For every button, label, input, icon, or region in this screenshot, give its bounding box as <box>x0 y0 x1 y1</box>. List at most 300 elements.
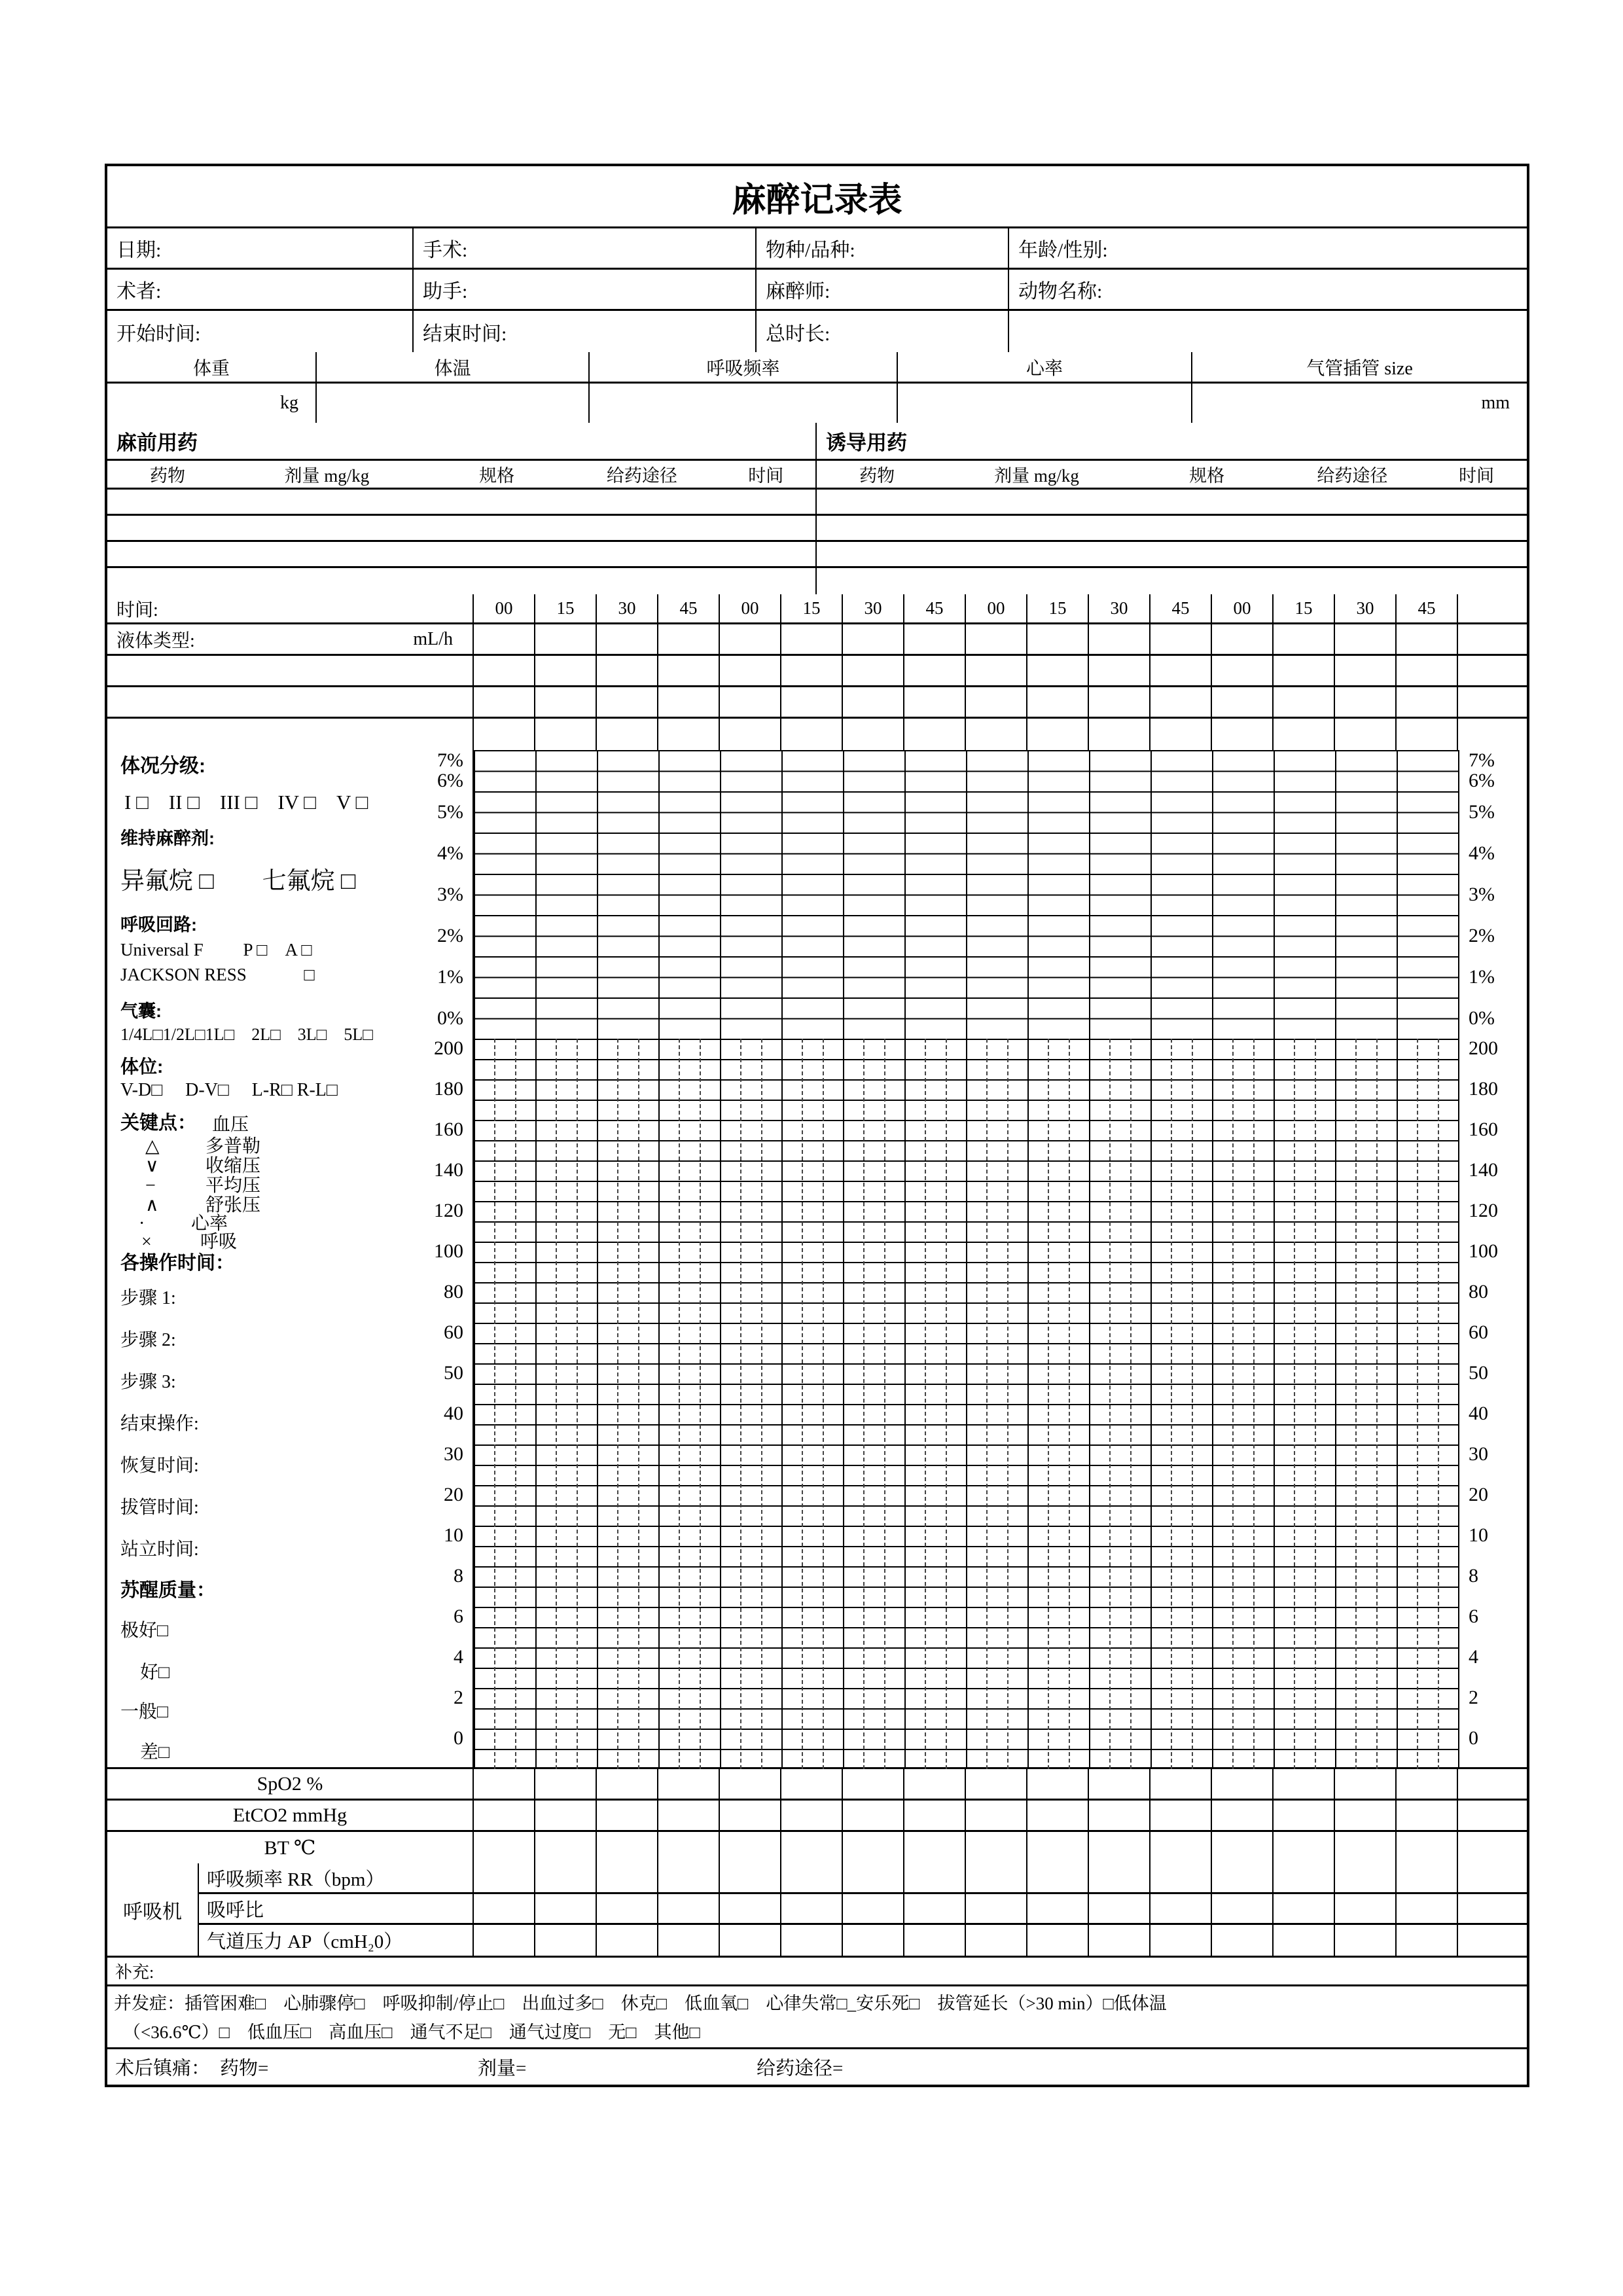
drug-column-header: 剂量 mg/kg <box>994 466 1079 486</box>
sidebar-text: 平均压 <box>205 1175 261 1196</box>
vitals-scale-label: 50 <box>1469 1362 1488 1384</box>
monitor-cell <box>1397 1832 1458 1863</box>
sidebar-text: 苏醒质量： <box>120 1580 216 1601</box>
sidebar-text: − <box>145 1175 156 1196</box>
five-min-dash-line <box>863 1039 865 1769</box>
vitals-scale-label: 4 <box>1469 1646 1478 1668</box>
ventilator-cell <box>720 1925 781 1956</box>
empty-cell <box>904 719 966 750</box>
drug-entry-row <box>107 490 1527 516</box>
monitor-cell <box>474 1769 535 1799</box>
monitor-cell <box>1274 1801 1335 1830</box>
empty-cell <box>966 656 1027 685</box>
vitals-scale-label: 6 <box>1469 1605 1478 1627</box>
vitals-scale-label: 120 <box>1469 1200 1498 1221</box>
sidebar-text: 结束操作: <box>120 1414 199 1434</box>
time-ticks <box>474 594 1527 622</box>
five-min-dash-line <box>802 1039 803 1769</box>
empty-row-label-cell <box>107 687 474 717</box>
empty-cell <box>1335 687 1397 717</box>
drug-entry-left <box>107 490 817 514</box>
complications-line2: （<36.6℃）□ 低血压□ 高血压□ 通气不足□ 通气过度□ 无□ 其他□ <box>123 2022 700 2042</box>
monitor-cell <box>904 1769 966 1799</box>
ventilator-cell <box>904 1925 966 1956</box>
time-tick-cell: 30 <box>597 594 658 622</box>
checkbox-line: I □ II □ III □ IV □ V □ <box>124 791 368 814</box>
empty-cell <box>1150 656 1212 685</box>
ventilator-cell <box>843 1925 904 1956</box>
monitor-cell <box>658 1769 720 1799</box>
checkbox-line: JACKSON RESS □ <box>120 965 315 984</box>
drug-table-section <box>107 461 1527 594</box>
monitor-row-cells <box>474 1801 1527 1830</box>
ventilator-cell <box>658 1863 720 1892</box>
ventilator-cell-end <box>1458 1894 1527 1923</box>
monitor-cell <box>720 1832 781 1863</box>
postop-analgesia-row <box>107 2049 1527 2085</box>
time-tick-cell: 00 <box>720 594 781 622</box>
fluid-cell <box>1274 624 1335 654</box>
vitals-unit-cell <box>317 384 590 423</box>
fluid-cells <box>474 624 1527 654</box>
vitals-header-section <box>107 352 1527 423</box>
monitor-cell <box>597 1832 658 1863</box>
checkbox-line: V-D□ D-V□ L-R□ R-L□ <box>120 1080 338 1100</box>
time-tick-cell: 00 <box>966 594 1027 622</box>
empty-cell <box>474 719 535 750</box>
ventilator-cell <box>658 1925 720 1956</box>
drug-column-header: 时间 <box>748 466 784 486</box>
time-tick-cell: 45 <box>904 594 966 622</box>
vitals-scale-label: 10 <box>444 1524 463 1546</box>
fluid-cell <box>658 624 720 654</box>
time-tick-cell: 00 <box>474 594 535 622</box>
info-field-label: 总时长: <box>757 311 1009 352</box>
percent-scale-label: 4% <box>437 842 463 864</box>
monitor-cell <box>1212 1801 1274 1830</box>
checkbox-line: 极好□ <box>120 1621 168 1641</box>
vitals-header-cell: 呼吸频率 <box>590 352 898 382</box>
empty-cell <box>966 719 1027 750</box>
five-min-dash-line <box>1109 1039 1111 1769</box>
vitals-unit-cell: kg <box>107 384 317 423</box>
empty-grid-rows <box>107 656 1527 750</box>
ventilator-cell <box>1150 1894 1212 1923</box>
postop-dose-field: 剂量= <box>478 2058 527 2079</box>
ventilator-row-cells <box>474 1894 1527 1923</box>
vitals-scale-label: 100 <box>1469 1240 1498 1262</box>
ventilator-cell <box>1335 1863 1397 1892</box>
time-tick-cell: 45 <box>1397 594 1458 622</box>
ventilator-row-label: 呼吸频率 RR（bpm） <box>199 1863 474 1892</box>
ventilator-cell <box>1274 1863 1335 1892</box>
vitals-scale-label: 8 <box>1469 1565 1478 1587</box>
fluid-cell-end <box>1458 624 1527 654</box>
monitor-cell <box>904 1832 966 1863</box>
vitals-scale-label: 50 <box>444 1362 463 1384</box>
fluid-cell <box>781 624 843 654</box>
empty-cell <box>720 719 781 750</box>
percent-scale-label: 7% <box>1469 749 1495 771</box>
vitals-scale-label: 40 <box>1469 1403 1488 1424</box>
percent-scale-label: 0% <box>1469 1007 1495 1029</box>
five-min-dash-line <box>761 1039 762 1769</box>
vitals-scale-label: 20 <box>444 1484 463 1505</box>
monitor-cell <box>658 1832 720 1863</box>
monitor-cell <box>535 1801 597 1830</box>
empty-cell <box>474 656 535 685</box>
checkbox-line: 异氟烷 □ 七氟烷 □ <box>120 868 356 895</box>
info-field-label: 动物名称: <box>1018 281 1103 302</box>
percent-scale-label: 5% <box>437 800 463 823</box>
sidebar-text: ∧ <box>145 1195 159 1215</box>
ventilator-cell <box>658 1894 720 1923</box>
ventilator-cell <box>474 1925 535 1956</box>
drug-columns-half <box>817 461 1526 488</box>
drug-column-header: 规格 <box>1189 466 1225 486</box>
time-row-label: 时间: <box>107 594 474 622</box>
vitals-header-row <box>107 352 1527 384</box>
anesthetic-percent-grid <box>474 750 1458 1039</box>
five-min-dash-line <box>823 1039 824 1769</box>
monitor-cell <box>781 1832 843 1863</box>
time-tick-cell: 30 <box>1335 594 1397 622</box>
vitals-grid <box>474 1039 1458 1769</box>
ventilator-cell <box>1027 1863 1089 1892</box>
vitals-scale-label: 40 <box>444 1403 463 1424</box>
sidebar-text: 舒张压 <box>205 1195 261 1215</box>
empty-cell <box>535 687 597 717</box>
drug-entry-right <box>817 542 1526 566</box>
monitor-cell <box>1274 1769 1335 1799</box>
ventilator-cell <box>597 1863 658 1892</box>
drug-column-header: 给药途径 <box>1317 466 1388 486</box>
monitor-cell <box>966 1801 1027 1830</box>
info-field-label: 开始时间: <box>107 311 414 352</box>
five-min-dash-line <box>494 1039 495 1769</box>
five-min-dash-line <box>638 1039 639 1769</box>
empty-cell <box>1335 719 1397 750</box>
monitor-cell <box>1089 1769 1150 1799</box>
ventilator-row <box>199 1894 1527 1925</box>
medication-header-row <box>107 423 1527 461</box>
ventilator-row-cells <box>474 1863 1527 1892</box>
info-row <box>107 270 1527 311</box>
info-row <box>107 311 1527 352</box>
monitor-row <box>107 1801 1527 1832</box>
fluid-cell <box>1335 624 1397 654</box>
vitals-units-row <box>107 384 1527 423</box>
ventilator-cell <box>1212 1925 1274 1956</box>
ventilator-cell-end <box>1458 1925 1527 1956</box>
empty-cell <box>1212 687 1274 717</box>
sidebar-text: 呼吸 <box>200 1232 238 1252</box>
ventilator-cell <box>535 1863 597 1892</box>
empty-row-label-cell <box>107 719 474 750</box>
vitals-scale-label: 100 <box>434 1240 463 1262</box>
drug-entry-right <box>817 516 1526 540</box>
chart-right-scale <box>1458 750 1527 1767</box>
time-tick-cell-end <box>1458 594 1527 622</box>
vitals-scale-label: 200 <box>434 1037 463 1059</box>
ventilator-cell <box>1274 1925 1335 1956</box>
ventilator-cell <box>1027 1925 1089 1956</box>
monitor-cell <box>720 1769 781 1799</box>
five-min-dash-line <box>925 1039 926 1769</box>
fluid-cell <box>904 624 966 654</box>
vitals-scale-label: 120 <box>434 1200 463 1221</box>
drug-column-header: 给药途径 <box>606 466 677 486</box>
sidebar-text: ∨ <box>145 1156 159 1176</box>
five-min-dash-line <box>1007 1039 1008 1769</box>
checkbox-line: 差□ <box>140 1742 169 1763</box>
monitor-cell <box>1335 1769 1397 1799</box>
monitor-cell-end <box>1458 1832 1527 1863</box>
drug-column-header: 剂量 mg/kg <box>284 466 370 486</box>
drug-columns-row <box>107 461 1527 490</box>
five-min-dash-line <box>1069 1039 1070 1769</box>
drug-entry-left <box>107 568 817 594</box>
complications-row <box>107 1986 1527 2049</box>
monitor-cell <box>1027 1832 1089 1863</box>
empty-cell-end <box>1458 719 1527 750</box>
empty-grid-row <box>107 719 1527 750</box>
sidebar-text: 体位: <box>120 1056 164 1077</box>
monitor-cell <box>1150 1832 1212 1863</box>
vitals-scale-label: 140 <box>434 1159 463 1181</box>
percent-scale-label: 0% <box>437 1007 463 1029</box>
monitor-cell <box>1335 1832 1397 1863</box>
drug-column-header: 药物 <box>859 466 895 486</box>
percent-scale-label: 1% <box>437 965 463 988</box>
supplement-row <box>107 1958 1527 1986</box>
five-min-dash-line <box>1192 1039 1193 1769</box>
sidebar-text: 步骤 3: <box>120 1372 176 1392</box>
ventilator-row <box>199 1863 1527 1894</box>
empty-cell <box>781 687 843 717</box>
fluid-cell <box>843 624 904 654</box>
ventilator-cell <box>720 1894 781 1923</box>
percent-scale-label: 1% <box>1469 965 1495 988</box>
monitor-cell <box>1212 1832 1274 1863</box>
monitor-cell <box>1027 1801 1089 1830</box>
info-field-label <box>1009 311 1527 352</box>
vitals-scale-label: 30 <box>444 1443 463 1465</box>
monitor-row <box>107 1832 1527 1863</box>
empty-cell <box>904 656 966 685</box>
time-tick-cell: 30 <box>843 594 904 622</box>
empty-cell <box>597 656 658 685</box>
vitals-scale-label: 80 <box>1469 1281 1488 1302</box>
time-tick-cell: 15 <box>1274 594 1335 622</box>
ventilator-cell <box>1397 1925 1458 1956</box>
monitor-cell <box>597 1801 658 1830</box>
ventilator-cell <box>1089 1863 1150 1892</box>
sidebar-text: 呼吸回路: <box>120 915 197 935</box>
vitals-unit-cell <box>590 384 898 423</box>
drug-entry-row <box>107 542 1527 568</box>
monitor-cell <box>843 1801 904 1830</box>
time-tick-cell: 45 <box>658 594 720 622</box>
vitals-scale-label: 4 <box>454 1646 463 1668</box>
chart-sidebar <box>107 750 474 1767</box>
vitals-header-cell: 心率 <box>898 352 1192 382</box>
five-min-dash-line <box>1048 1039 1049 1769</box>
monitor-cell <box>535 1769 597 1799</box>
monitor-cell <box>474 1832 535 1863</box>
five-min-dash-line <box>1315 1039 1316 1769</box>
sidebar-text: 收缩压 <box>205 1156 261 1176</box>
monitor-cell <box>1274 1832 1335 1863</box>
ventilator-cell <box>474 1863 535 1892</box>
induction-title-cell: 诱导用药 <box>826 431 907 454</box>
monitor-cell <box>904 1801 966 1830</box>
chart-grid <box>474 750 1458 1767</box>
fluid-row-label-cell <box>107 624 474 654</box>
vitals-scale-label: 8 <box>454 1565 463 1587</box>
monitoring-chart <box>107 750 1527 1769</box>
sidebar-text: 气囊: <box>120 1001 162 1021</box>
vitals-scale-label: 180 <box>1469 1078 1498 1100</box>
empty-cell <box>904 687 966 717</box>
ventilator-cell <box>966 1925 1027 1956</box>
postop-drug-field: 药物= <box>220 2058 269 2079</box>
ventilator-row-label: 气道压力 AP（cmH₂0） <box>199 1925 474 1956</box>
five-min-dash-line <box>946 1039 947 1769</box>
empty-cell <box>597 687 658 717</box>
empty-cell <box>597 719 658 750</box>
info-field-label: 手术: <box>414 228 757 268</box>
empty-cell <box>1027 656 1089 685</box>
empty-cell <box>1397 687 1458 717</box>
info-field-label: 年龄/性别: <box>1018 240 1108 261</box>
premed-title-cell: 麻前用药 <box>107 423 817 459</box>
five-min-dash-line <box>884 1039 885 1769</box>
ventilator-cell <box>781 1863 843 1892</box>
ventilator-rows <box>199 1863 1527 1956</box>
fluid-cell <box>535 624 597 654</box>
empty-cell <box>843 656 904 685</box>
sidebar-text: × <box>141 1232 152 1252</box>
drug-entry-right <box>817 568 1526 594</box>
empty-row-cells <box>474 719 1527 750</box>
drug-entry-right <box>817 490 1526 514</box>
sidebar-text: 心率 <box>191 1213 228 1234</box>
drug-columns-half <box>107 461 817 488</box>
five-min-dash-line <box>577 1039 578 1769</box>
info-field-label: 日期: <box>107 228 414 268</box>
time-tick-cell: 15 <box>535 594 597 622</box>
drug-entry-left <box>107 516 817 540</box>
time-tick-cell: 15 <box>781 594 843 622</box>
sidebar-text: 步骤 1: <box>120 1288 176 1308</box>
monitor-row-label: BT ℃ <box>107 1832 474 1863</box>
percent-scale-label: 6% <box>1469 770 1495 791</box>
ventilator-cell <box>1150 1925 1212 1956</box>
time-row <box>107 594 1527 624</box>
sidebar-text: · <box>139 1213 145 1234</box>
empty-cell <box>1089 656 1150 685</box>
fluid-cell <box>1150 624 1212 654</box>
sidebar-text: 血压 <box>212 1115 249 1135</box>
empty-cell <box>781 656 843 685</box>
monitor-row-cells <box>474 1832 1527 1863</box>
monitor-section <box>107 1769 1527 1863</box>
ventilator-cell <box>1397 1894 1458 1923</box>
info-field-label: 结束时间: <box>414 311 757 352</box>
five-min-dash-line <box>1171 1039 1172 1769</box>
monitor-cell <box>781 1801 843 1830</box>
empty-cell <box>1335 656 1397 685</box>
ventilator-cell <box>597 1894 658 1923</box>
monitor-cell <box>597 1769 658 1799</box>
empty-cell <box>1274 656 1335 685</box>
drug-entry-row <box>107 568 1527 594</box>
fluid-cell <box>1027 624 1089 654</box>
time-tick-cell: 45 <box>1150 594 1212 622</box>
empty-cell <box>1212 656 1274 685</box>
ventilator-cell <box>1212 1894 1274 1923</box>
ventilator-row-label: 吸呼比 <box>199 1894 474 1923</box>
ventilator-cell <box>597 1925 658 1956</box>
vitals-scale-label: 160 <box>1469 1119 1498 1140</box>
percent-scale-label: 3% <box>1469 883 1495 905</box>
ventilator-cell <box>1274 1894 1335 1923</box>
ventilator-cell <box>1335 1894 1397 1923</box>
sidebar-text: 拔管时间: <box>120 1498 199 1518</box>
sidebar-text: 站立时间: <box>120 1539 199 1560</box>
empty-row-cells <box>474 656 1527 685</box>
five-min-dash-line <box>1376 1039 1378 1769</box>
fluid-cell <box>474 624 535 654</box>
drug-column-header: 规格 <box>479 466 515 486</box>
vitals-scale-label: 2 <box>454 1687 463 1708</box>
info-field-label: 术者: <box>107 270 414 309</box>
fluid-unit: mL/h <box>413 628 453 649</box>
time-tick-cell: 00 <box>1212 594 1274 622</box>
vitals-header-cell: 体重 <box>107 352 317 382</box>
fluid-cell <box>966 624 1027 654</box>
fluid-cell <box>597 624 658 654</box>
ventilator-cell <box>966 1863 1027 1892</box>
empty-cell <box>535 719 597 750</box>
empty-cell <box>843 687 904 717</box>
drug-column-header: 药物 <box>149 466 185 486</box>
anesthesia-record-form <box>105 164 1529 2087</box>
empty-cell <box>1274 719 1335 750</box>
postop-label: 术后镇痛： <box>115 2058 211 2079</box>
percent-scale-label: 6% <box>437 770 463 791</box>
sidebar-text: 关键点： <box>120 1113 197 1134</box>
monitor-row <box>107 1769 1527 1801</box>
ventilator-cell <box>966 1894 1027 1923</box>
drug-entry-row <box>107 516 1527 542</box>
monitor-cell <box>843 1769 904 1799</box>
five-min-dash-line <box>1438 1039 1439 1769</box>
percent-scale-label: 3% <box>437 883 463 905</box>
monitor-cell <box>1335 1801 1397 1830</box>
vitals-scale-label: 6 <box>454 1605 463 1627</box>
monitor-cell <box>474 1801 535 1830</box>
empty-cell <box>720 656 781 685</box>
empty-cell <box>535 656 597 685</box>
empty-cell <box>1274 687 1335 717</box>
five-min-dash-line <box>1130 1039 1132 1769</box>
five-min-dash-line <box>556 1039 557 1769</box>
sidebar-text: △ <box>145 1136 160 1157</box>
monitor-cell <box>1089 1832 1150 1863</box>
ventilator-cell <box>843 1863 904 1892</box>
